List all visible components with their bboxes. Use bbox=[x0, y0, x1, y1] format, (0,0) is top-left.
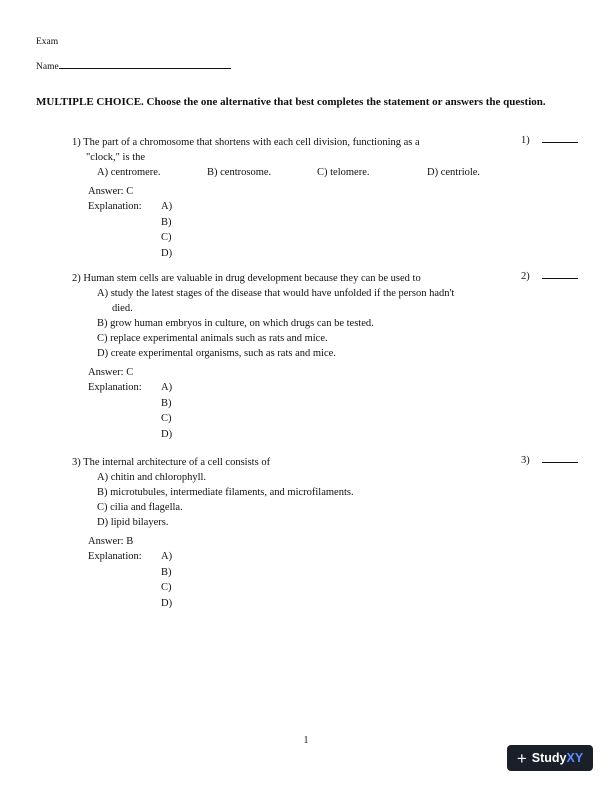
explanation-letter: A) bbox=[161, 201, 173, 212]
explanation-letter: D) bbox=[161, 597, 173, 609]
explanation-label: Explanation: bbox=[88, 201, 142, 212]
explanation-letter: D) bbox=[161, 428, 173, 440]
badge-study-text: Study bbox=[531, 751, 567, 765]
option-a: A) chitin and chlorophyll. bbox=[97, 472, 207, 483]
answer-blank-line bbox=[542, 136, 578, 143]
question-number-label: 2) bbox=[521, 271, 530, 282]
explanation-row bbox=[88, 380, 512, 442]
option-a: A) study the latest stages of the disease that would have unfolded if the person hadn't bbox=[97, 288, 455, 299]
plus-icon: + bbox=[516, 748, 527, 768]
question-2-number bbox=[521, 271, 578, 282]
answer-text: Answer: B bbox=[88, 536, 134, 547]
explanation-letter: C) bbox=[161, 582, 172, 593]
explanation-letter: C) bbox=[161, 413, 172, 424]
name-label: Name bbox=[36, 62, 59, 72]
option-b: B) grow human embryos in culture, on which drugs can be tested. bbox=[97, 318, 374, 329]
question-2 bbox=[72, 271, 512, 442]
question-number-label: 3) bbox=[521, 455, 530, 466]
name-blank-line bbox=[59, 60, 231, 69]
question-3-stem: 3) The internal architecture of a cell consists of bbox=[72, 457, 271, 468]
question-2-stem: 2) Human stem cells are valuable in drug development because they can be used to bbox=[72, 273, 421, 284]
question-1-stem-cont: "clock," is the bbox=[86, 152, 146, 163]
option-b: B) microtubules, intermediate filaments, and microfilaments. bbox=[97, 487, 354, 498]
option-a-cont: died. bbox=[112, 303, 133, 314]
question-1-answer-block bbox=[72, 184, 512, 261]
question-3-answer-block bbox=[72, 534, 512, 611]
question-1-stem: 1) The part of a chromosome that shortens with each cell division, functioning as a bbox=[72, 137, 420, 148]
page-number: 1 bbox=[303, 735, 309, 746]
exam-label: Exam bbox=[36, 37, 59, 47]
explanation-letters bbox=[161, 380, 172, 442]
explanation-letter: B) bbox=[161, 566, 172, 578]
explanation-letter: D) bbox=[161, 247, 173, 259]
option-b: B) centrosome. bbox=[207, 167, 272, 178]
explanation-letter: B) bbox=[161, 397, 172, 409]
question-2-answer-block bbox=[72, 365, 512, 442]
option-d: D) create experimental organisms, such as rats and mice. bbox=[97, 348, 336, 359]
option-c: C) cilia and flagella. bbox=[97, 502, 183, 513]
question-3-options bbox=[72, 470, 512, 530]
explanation-letter: A) bbox=[161, 382, 173, 393]
question-1-options bbox=[72, 165, 512, 180]
explanation-letters bbox=[161, 199, 172, 261]
explanation-label: Explanation: bbox=[88, 382, 142, 393]
question-1 bbox=[72, 135, 512, 261]
explanation-letters bbox=[161, 549, 172, 611]
answer-text: Answer: C bbox=[88, 186, 134, 197]
badge-xy-text: XY bbox=[566, 751, 584, 765]
option-c: C) replace experimental animals such as rats and mice. bbox=[97, 333, 328, 344]
studyxy-badge[interactable] bbox=[507, 745, 593, 771]
explanation-letter: B) bbox=[161, 216, 172, 228]
question-number-label: 1) bbox=[521, 135, 530, 146]
question-3 bbox=[72, 455, 512, 611]
question-1-number bbox=[521, 135, 578, 146]
answer-blank-line bbox=[542, 272, 578, 279]
explanation-label: Explanation: bbox=[88, 551, 142, 562]
explanation-letter: A) bbox=[161, 551, 173, 562]
option-d: D) lipid bilayers. bbox=[97, 517, 169, 528]
explanation-row bbox=[88, 549, 512, 611]
option-d: D) centriole. bbox=[427, 167, 481, 178]
name-field bbox=[36, 60, 231, 72]
question-2-options bbox=[72, 286, 512, 361]
question-3-number bbox=[521, 455, 578, 466]
option-c: C) telomere. bbox=[317, 167, 370, 178]
explanation-letter: C) bbox=[161, 232, 172, 243]
answer-blank-line bbox=[542, 456, 578, 463]
option-a: A) centromere. bbox=[97, 167, 161, 178]
section-heading: MULTIPLE CHOICE. Choose the one alternative that best completes the statement or answers the question. bbox=[36, 96, 546, 108]
explanation-row bbox=[88, 199, 512, 261]
answer-text: Answer: C bbox=[88, 367, 134, 378]
